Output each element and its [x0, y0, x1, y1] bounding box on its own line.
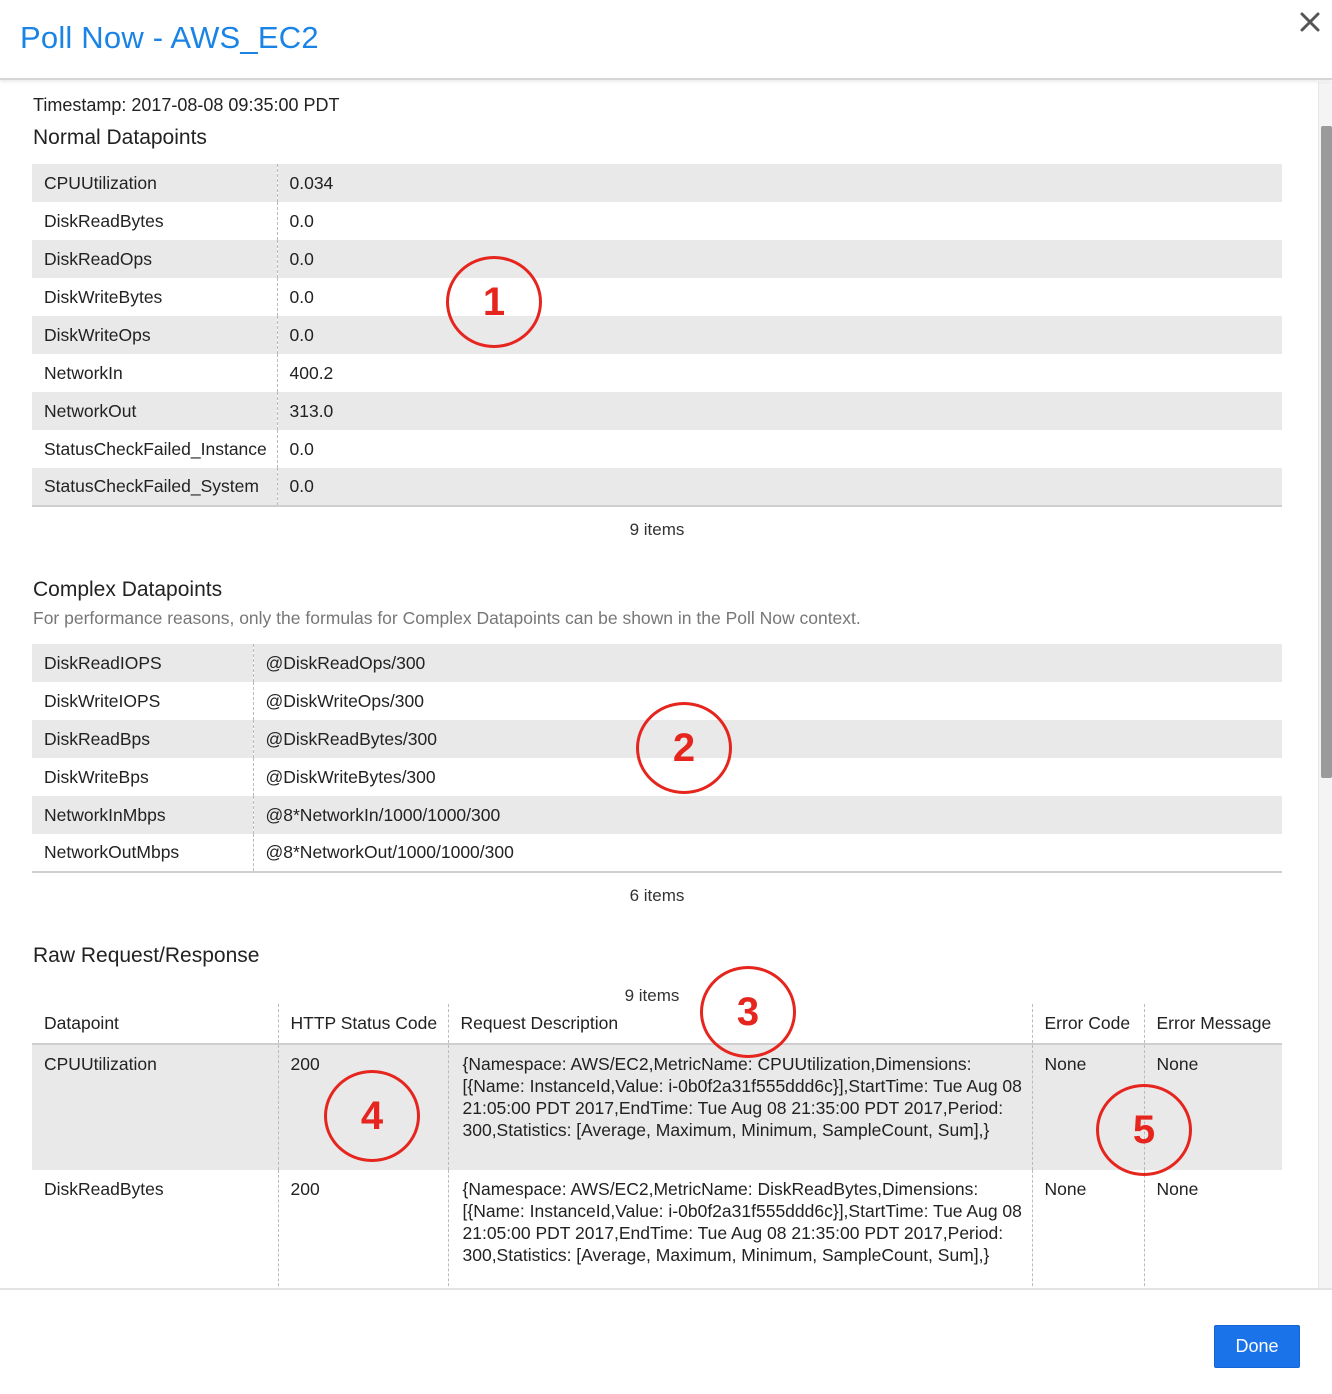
complex-value: @DiskReadBytes/300 — [253, 720, 1282, 758]
normal-value: 0.0 — [277, 468, 1282, 506]
normal-name: StatusCheckFailed_System — [32, 468, 277, 506]
normal-row — [32, 392, 1282, 430]
normal-row — [32, 164, 1282, 202]
scrollbar-thumb[interactable] — [1321, 126, 1332, 778]
raw-request-description: {Namespace: AWS/EC2,MetricName: DiskReadBytes,Dimensions: [{Name: InstanceId,Value: i-0b0f2a31f555ddd6c}],StartTime: Tue Aug 08 21:05:00 PDT 2017,EndTime: Tue Aug 08 21:35:00 PDT 2017,Period: 300,Statistics: [Average, Maximum, Minimum, SampleCount, Sum],} — [448, 1170, 1032, 1288]
complex-name: DiskReadIOPS — [32, 644, 253, 682]
annotation-4: 4 — [324, 1070, 420, 1162]
annotation-3: 3 — [700, 966, 796, 1058]
col-error-code[interactable]: Error Code — [1032, 1004, 1144, 1044]
complex-note: For performance reasons, only the formulas for Complex Datapoints can be shown in the Poll Now context. — [33, 608, 861, 628]
raw-table — [32, 1004, 1282, 1288]
normal-name: CPUUtilization — [32, 164, 277, 202]
timestamp: Timestamp: 2017-08-08 09:35:00 PDT — [33, 95, 340, 115]
scrollbar[interactable] — [1318, 82, 1332, 1288]
complex-row — [32, 644, 1282, 682]
complex-name: NetworkInMbps — [32, 796, 253, 834]
annotation-5: 5 — [1096, 1084, 1192, 1176]
normal-value: 0.0 — [289, 438, 314, 459]
complex-value: @8*NetworkOut/1000/1000/300 — [265, 842, 514, 862]
col-error-message[interactable]: Error Message — [1144, 1004, 1282, 1044]
modal-body — [0, 82, 1318, 1288]
raw-http-status: 200 — [278, 1044, 448, 1170]
complex-name: DiskWriteBps — [32, 758, 253, 796]
complex-datapoints-title: Complex Datapoints — [33, 578, 223, 601]
modal-title: Poll Now - AWS_EC2 — [20, 20, 319, 55]
complex-row — [32, 834, 1282, 872]
raw-error-code: None — [1032, 1044, 1144, 1170]
complex-items-count: 6 items — [629, 886, 685, 905]
normal-value: 0.0 — [277, 316, 1282, 354]
normal-value: 0.0 — [289, 286, 314, 307]
raw-error-message: None — [1144, 1044, 1282, 1170]
raw-datapoint: DiskReadBytes — [44, 1179, 164, 1199]
normal-row — [32, 278, 1282, 316]
raw-row — [32, 1044, 1282, 1170]
raw-http-status: 200 — [278, 1170, 448, 1288]
complex-value: @DiskWriteBytes/300 — [265, 766, 436, 787]
normal-datapoints-title: Normal Datapoints — [33, 126, 207, 149]
normal-row — [32, 240, 1282, 278]
normal-value: 400.2 — [289, 362, 334, 383]
annotation-1: 1 — [446, 256, 542, 348]
normal-name: DiskReadOps — [32, 240, 277, 278]
normal-value: 313.0 — [277, 392, 1282, 430]
raw-row — [32, 1170, 1282, 1288]
raw-request-description: {Namespace: AWS/EC2,MetricName: CPUUtilization,Dimensions: [{Name: InstanceId,Value: i-0b0f2a31f555ddd6c}],StartTime: Tue Aug 08 21:05:00 PDT 2017,EndTime: Tue Aug 08 21:35:00 PDT 2017,Period: 300,Statistics: [Average, Maximum, Minimum, SampleCount, Sum],} — [448, 1044, 1032, 1170]
close-icon[interactable] — [1296, 8, 1324, 36]
normal-name: NetworkOut — [32, 392, 277, 430]
normal-name: DiskWriteBytes — [32, 278, 277, 316]
annotation-2: 2 — [636, 702, 732, 794]
normal-row — [32, 354, 1282, 392]
raw-header-row — [32, 1004, 1282, 1044]
normal-name: StatusCheckFailed_Instance — [32, 430, 277, 468]
raw-datapoint: CPUUtilization — [32, 1044, 278, 1170]
col-http-status[interactable]: HTTP Status Code — [278, 1004, 448, 1044]
complex-name: NetworkOutMbps — [32, 834, 253, 872]
raw-items-count: 9 items — [624, 986, 680, 1005]
normal-items-count: 9 items — [629, 520, 685, 539]
normal-row — [32, 316, 1282, 354]
complex-name: DiskWriteIOPS — [32, 682, 253, 720]
normal-row — [32, 430, 1282, 468]
raw-error-code: None — [1032, 1170, 1144, 1288]
complex-value: @8*NetworkIn/1000/1000/300 — [253, 796, 1282, 834]
col-request-description[interactable]: Request Description — [448, 1004, 1032, 1044]
complex-name: DiskReadBps — [32, 720, 253, 758]
col-datapoint[interactable]: Datapoint — [32, 1004, 278, 1044]
normal-name: DiskWriteOps — [32, 316, 277, 354]
complex-value: @DiskWriteOps/300 — [265, 690, 424, 711]
normal-value: 0.034 — [277, 164, 1282, 202]
modal-header — [0, 0, 1332, 80]
normal-row — [32, 468, 1282, 506]
normal-value: 0.0 — [289, 210, 314, 231]
normal-value: 0.0 — [277, 240, 1282, 278]
normal-datapoints-table — [32, 164, 1282, 507]
done-button[interactable]: Done — [1214, 1325, 1300, 1368]
modal-footer — [0, 1288, 1332, 1394]
complex-row — [32, 796, 1282, 834]
normal-name: DiskReadBytes — [32, 202, 277, 240]
raw-error-message: None — [1144, 1170, 1282, 1288]
raw-title: Raw Request/Response — [33, 944, 260, 967]
normal-name: NetworkIn — [32, 354, 277, 392]
complex-value: @DiskReadOps/300 — [253, 644, 1282, 682]
normal-row — [32, 202, 1282, 240]
